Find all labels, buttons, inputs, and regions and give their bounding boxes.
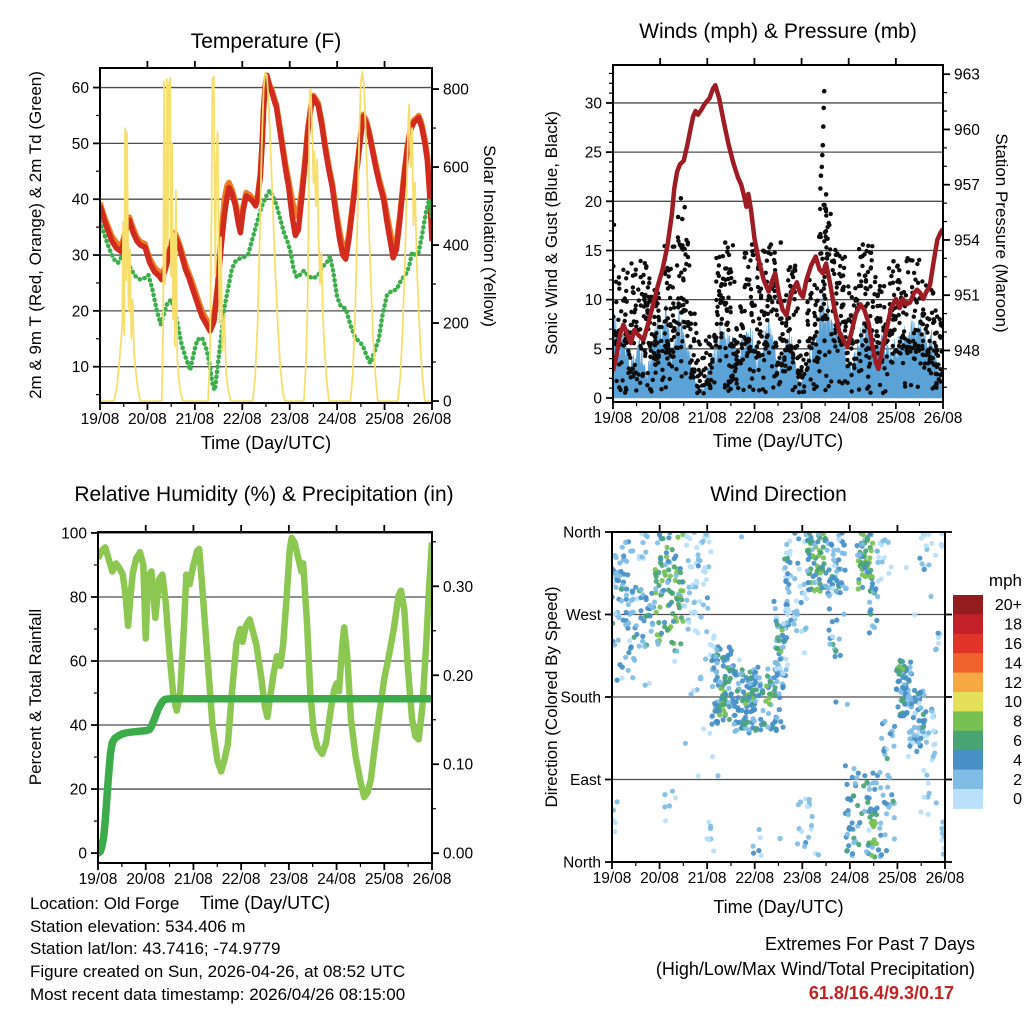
- y-tick-label: 25: [584, 144, 602, 162]
- x-tick-label: 19/08: [78, 871, 118, 888]
- legend-swatch: [953, 789, 983, 809]
- series-total-rainfall-darkgreen: [98, 699, 432, 853]
- x-tick-label: 22/08: [222, 411, 262, 428]
- y-right-tick-label: 600: [443, 159, 469, 177]
- y-tick-label: 80: [69, 589, 87, 607]
- legend-swatch: [953, 711, 983, 731]
- ylabel-direction-left: Direction (Colored By Speed): [542, 586, 561, 808]
- y-tick-label: North: [563, 854, 601, 872]
- extremes-subtitle: (High/Low/Max Wind/Total Precipitation): [655, 958, 975, 979]
- y-right-tick-label: 960: [954, 121, 980, 139]
- xlabel-temperature: Time (Day/UTC): [200, 433, 332, 453]
- x-tick-label: 23/08: [782, 410, 821, 427]
- series-relative-humidity-lightgreen: [98, 538, 432, 797]
- y-tick-label: 40: [69, 717, 87, 735]
- y-right-tick-label: 0.10: [443, 756, 474, 774]
- y-right-tick-label: 948: [954, 342, 980, 360]
- series-wind-direction-dots: [610, 530, 948, 860]
- ylabel-wind-left: Sonic Wind & Gust (Blue, Black): [542, 111, 561, 355]
- y-tick-label: 10: [71, 359, 89, 377]
- y-tick-label: North: [563, 524, 601, 542]
- legend-label: 20+: [994, 597, 1022, 615]
- y-right-tick-label: 957: [954, 177, 980, 195]
- y-tick-label: 20: [69, 781, 87, 799]
- y-tick-label: 10: [584, 292, 602, 310]
- x-tick-label: 25/08: [365, 411, 404, 428]
- xlabel-winds: Time (Day/UTC): [712, 431, 844, 451]
- figure-created: Figure created on Sun, 2026-04-26, at 08:52 UTC: [30, 962, 406, 982]
- x-tick-label: 25/08: [876, 410, 916, 427]
- y-right-tick-label: 951: [954, 287, 980, 305]
- x-tick-label: 24/08: [317, 871, 356, 888]
- legend-label: 18: [1004, 616, 1022, 634]
- legend-swatch: [953, 673, 983, 693]
- y-right-tick-label: 200: [443, 315, 469, 333]
- x-tick-label: 19/08: [592, 870, 632, 887]
- legend-swatch: [953, 595, 983, 615]
- x-tick-label: 21/08: [175, 411, 215, 428]
- series-dewpoint-2m-green: [100, 190, 432, 390]
- y-tick-label: 40: [71, 191, 89, 209]
- x-tick-label: 26/08: [412, 411, 452, 428]
- legend-label: 0: [1013, 791, 1022, 809]
- x-tick-label: 20/08: [640, 410, 680, 427]
- y-tick-label: 20: [584, 193, 602, 211]
- humidity-precip-chart: [0, 470, 512, 940]
- y-right-tick-label: 0.20: [443, 667, 474, 685]
- winds-pressure-chart: [512, 0, 1024, 470]
- x-tick-label: 22/08: [221, 871, 261, 888]
- station-location: Location: Old Forge: [30, 894, 180, 913]
- x-tick-label: 19/08: [80, 411, 120, 428]
- extremes-block: [656, 932, 975, 1006]
- extremes-title: Extremes For Past 7 Days: [764, 934, 975, 954]
- series-solar-insolation-yellow: [100, 72, 432, 402]
- legend-label: 16: [1004, 636, 1022, 653]
- x-tick-label: 23/08: [269, 871, 309, 888]
- legend-label: 6: [1013, 733, 1022, 750]
- xlabel-humidity: Time (Day/UTC): [199, 893, 331, 913]
- legend-swatch: [953, 731, 983, 751]
- title-temperature: Temperature (F): [190, 30, 342, 53]
- y-tick-label: South: [560, 689, 601, 707]
- y-right-tick-label: 963: [954, 66, 980, 84]
- y-tick-label: West: [565, 607, 601, 624]
- extremes-values: 61.8/16.4/9.3/0.17: [808, 983, 954, 1003]
- y-tick-label: East: [569, 772, 601, 789]
- x-tick-label: 26/08: [925, 870, 965, 887]
- station-latlon: Station lat/lon: 43.7416; -74.9779: [30, 939, 281, 959]
- x-tick-label: 21/08: [174, 871, 213, 888]
- y-right-tick-label: 400: [443, 237, 469, 255]
- temperature-chart: [0, 0, 512, 470]
- y-tick-label: 0: [593, 390, 602, 408]
- title-winds-pressure: Winds (mph) & Pressure (mb): [639, 20, 917, 43]
- legend-swatch: [953, 614, 983, 634]
- y-right-tick-label: 800: [443, 81, 469, 99]
- ylabel-pressure-right: Station Pressure (Maroon): [992, 133, 1011, 333]
- y-tick-label: 20: [71, 303, 89, 321]
- x-tick-label: 26/08: [923, 410, 963, 427]
- legend-label: 10: [1004, 694, 1022, 712]
- x-tick-label: 20/08: [128, 411, 167, 428]
- y-tick-label: 100: [61, 525, 87, 543]
- legend-swatch: [953, 770, 983, 790]
- x-tick-label: 23/08: [782, 870, 822, 887]
- ylabel-solar-right: Solar Insolation (Yellow): [480, 145, 499, 327]
- legend-label: 8: [1013, 713, 1022, 731]
- legend-swatch: [953, 653, 983, 673]
- x-tick-label: 24/08: [830, 870, 870, 887]
- legend-swatch: [953, 634, 983, 654]
- title-wind-direction: Wind Direction: [710, 483, 847, 506]
- x-tick-label: 26/08: [412, 871, 452, 888]
- series-gust-outliers-black: [612, 89, 910, 264]
- ylabel-percent-rainfall-left: Percent & Total Rainfall: [26, 608, 45, 786]
- y-tick-label: 60: [69, 653, 87, 671]
- x-tick-label: 19/08: [593, 410, 633, 427]
- y-tick-label: 60: [71, 80, 89, 98]
- x-tick-label: 25/08: [364, 871, 404, 888]
- y-right-tick-label: 0.00: [443, 845, 474, 863]
- x-tick-label: 24/08: [317, 411, 357, 428]
- x-tick-label: 21/08: [687, 410, 727, 427]
- x-tick-label: 24/08: [829, 410, 869, 427]
- y-right-tick-label: 0.30: [443, 578, 474, 596]
- x-tick-label: 21/08: [687, 870, 727, 887]
- legend-label: 12: [1004, 674, 1022, 692]
- y-tick-label: 50: [71, 135, 89, 153]
- legend-title: mph: [988, 571, 1022, 590]
- title-humidity-precip: Relative Humidity (%) & Precipitation (in): [74, 483, 454, 506]
- y-right-tick-label: 0: [443, 393, 452, 411]
- legend-label: 2: [1013, 771, 1022, 789]
- y-tick-label: 30: [71, 247, 89, 265]
- legend-label: 14: [1004, 655, 1022, 673]
- legend-swatch: [953, 692, 983, 712]
- y-tick-label: 30: [584, 95, 602, 113]
- x-tick-label: 20/08: [640, 870, 679, 887]
- y-tick-label: 5: [593, 341, 602, 359]
- station-info-block: [30, 893, 405, 1007]
- legend-swatch: [953, 750, 983, 770]
- series-temp-2m-red: [100, 75, 432, 331]
- xlabel-direction: Time (Day/UTC): [713, 897, 844, 917]
- y-tick-label: 15: [584, 242, 602, 260]
- legend-label: 4: [1013, 752, 1022, 770]
- x-tick-label: 20/08: [126, 871, 166, 888]
- x-tick-label: 25/08: [878, 870, 917, 887]
- station-elevation: Station elevation: 534.406 m: [30, 916, 246, 936]
- x-tick-label: 22/08: [735, 870, 775, 887]
- x-tick-label: 23/08: [270, 411, 310, 428]
- x-tick-label: 22/08: [735, 410, 774, 427]
- data-timestamp: Most recent data timestamp: 2026/04/26 08:15:00: [30, 984, 406, 1004]
- y-tick-label: 0: [78, 845, 87, 863]
- ylabel-temperature-left: 2m & 9m T (Red, Orange) & 2m Td (Green): [26, 71, 45, 399]
- y-right-tick-label: 954: [954, 232, 980, 250]
